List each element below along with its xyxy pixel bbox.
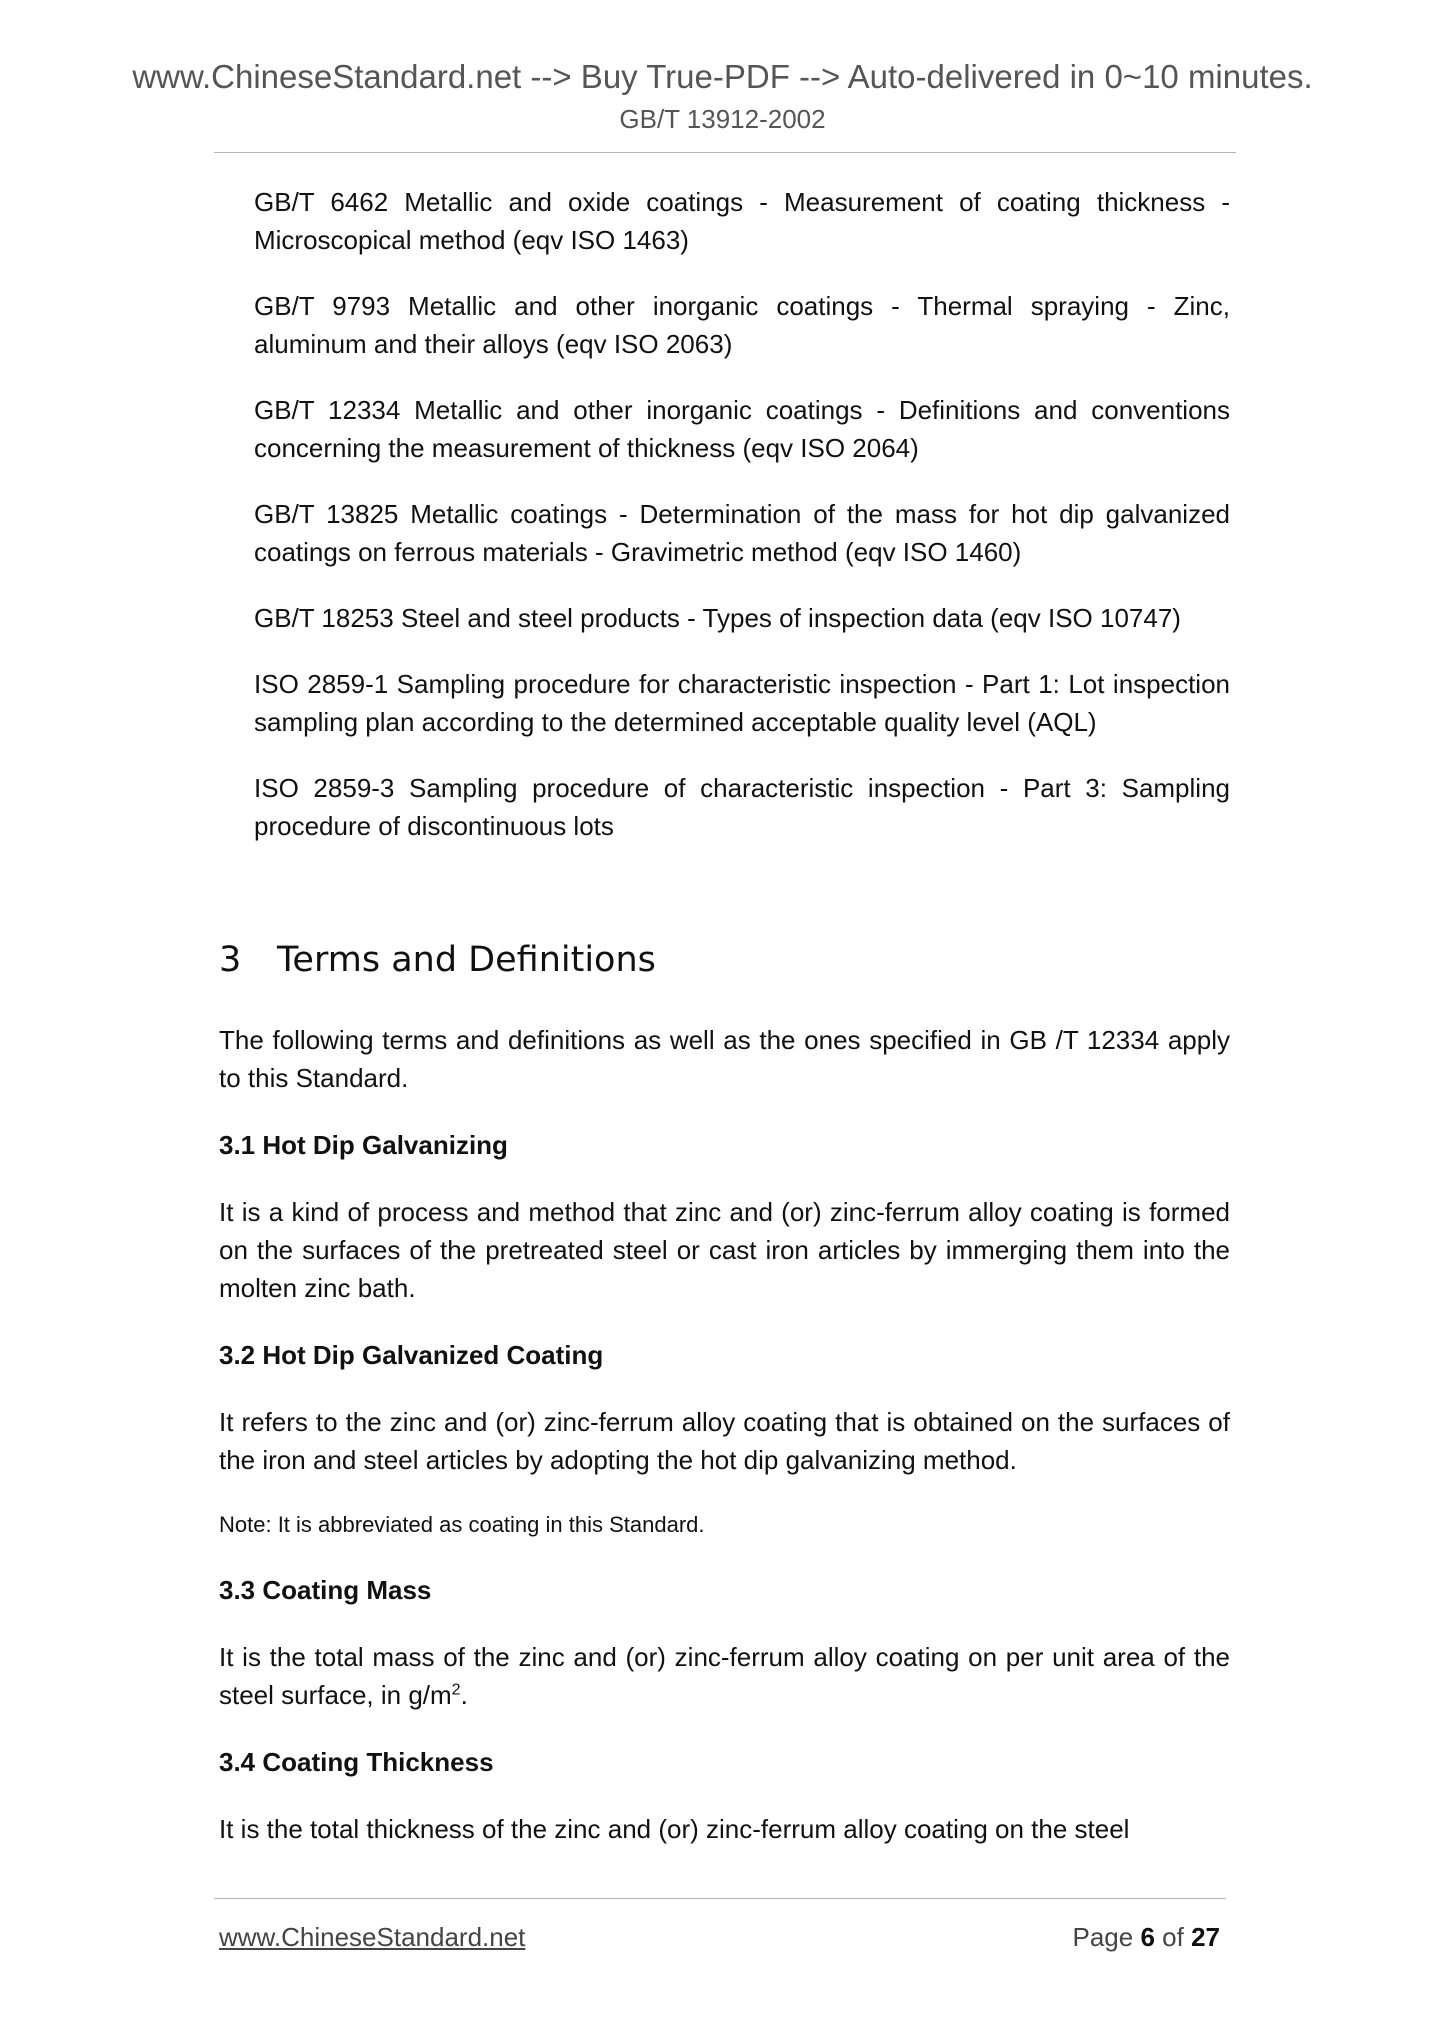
section-intro: The following terms and definitions as well as the ones specified in GB /T 12334 apply to this Standard. bbox=[219, 1025, 1230, 1093]
term-heading: 3.3 Coating Mass bbox=[219, 1575, 432, 1605]
page-label: Page bbox=[1072, 1922, 1134, 1952]
total-pages: 27 bbox=[1191, 1922, 1220, 1952]
reference-item: GB/T 9793 Metallic and other inorganic coatings - Thermal spraying - Zinc, aluminum and their alloys (eqv ISO 2063) bbox=[254, 291, 1230, 359]
reference-item: GB/T 13825 Metallic coatings - Determination of the mass for hot dip galvanized coatings on ferrous materials - Gravimetric method (eqv ISO 1460) bbox=[254, 499, 1230, 567]
term-definition: It is the total thickness of the zinc and (or) zinc-ferrum alloy coating on the steel bbox=[219, 1814, 1130, 1844]
reference-item: GB/T 6462 Metallic and oxide coatings - Measurement of coating thickness - Microscopical method (eqv ISO 1463) bbox=[254, 187, 1230, 255]
footer-site-link[interactable]: www.ChineseStandard.net bbox=[219, 1922, 526, 1952]
term-note: Note: It is abbreviated as coating in this Standard. bbox=[219, 1512, 705, 1537]
reference-item: GB/T 12334 Metallic and other inorganic coatings - Definitions and conventions concerning the measurement of thickness (eqv ISO 2064) bbox=[254, 395, 1230, 463]
normative-references bbox=[254, 183, 1230, 873]
reference-item: GB/T 18253 Steel and steel products - Types of inspection data (eqv ISO 10747) bbox=[254, 603, 1181, 633]
doc-code: GB/T 13912-2002 bbox=[619, 104, 826, 134]
term-definition bbox=[219, 1638, 1230, 1714]
of-label: of bbox=[1162, 1922, 1184, 1952]
section-title: Terms and Definitions bbox=[277, 940, 656, 980]
footer-divider bbox=[214, 1898, 1226, 1899]
section-heading bbox=[219, 938, 1230, 983]
section-body bbox=[219, 938, 1230, 1877]
term-definition-text: It is the total mass of the zinc and (or) zinc-ferrum alloy coating on per unit area of the steel surface, in g/m bbox=[219, 1642, 1230, 1710]
header-divider bbox=[214, 152, 1236, 153]
term-definition: It refers to the zinc and (or) zinc-ferrum alloy coating that is obtained on the surfaces of the iron and steel articles by adopting the hot dip galvanizing method. bbox=[219, 1407, 1230, 1475]
reference-item: ISO 2859-3 Sampling procedure of characteristic inspection - Part 3: Sampling procedure of discontinuous lots bbox=[254, 773, 1230, 841]
term-heading: 3.1 Hot Dip Galvanizing bbox=[219, 1130, 508, 1160]
reference-item: ISO 2859-1 Sampling procedure for characteristic inspection - Part 1: Lot inspection sampling plan according to the determined acceptable quality level (AQL) bbox=[254, 669, 1230, 737]
term-heading: 3.4 Coating Thickness bbox=[219, 1747, 494, 1777]
term-definition-end: . bbox=[460, 1680, 468, 1710]
header-banner: www.ChineseStandard.net --> Buy True-PDF --> Auto-delivered in 0~10 minutes. bbox=[132, 58, 1313, 95]
current-page: 6 bbox=[1140, 1922, 1155, 1952]
term-heading: 3.2 Hot Dip Galvanized Coating bbox=[219, 1340, 604, 1370]
section-number: 3 bbox=[219, 940, 242, 980]
page-indicator bbox=[1072, 1922, 1220, 1953]
term-definition: It is a kind of process and method that zinc and (or) zinc-ferrum alloy coating is formed on the surfaces of the pretreated steel or cast iron articles by immerging them into the molten zinc bath. bbox=[219, 1197, 1230, 1303]
unit-exponent: 2 bbox=[451, 1681, 461, 1699]
